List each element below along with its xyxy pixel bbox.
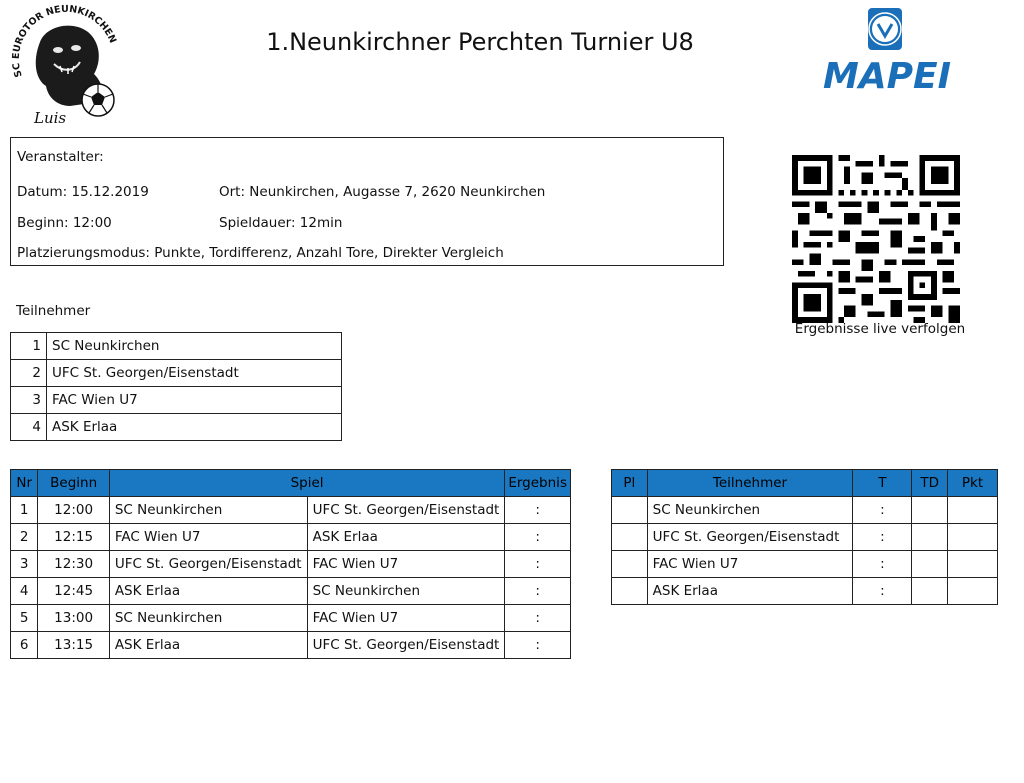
match-nr: 1 bbox=[11, 497, 38, 524]
home-team: SC Neunkirchen bbox=[109, 497, 307, 524]
standing-team: FAC Wien U7 bbox=[647, 551, 853, 578]
standings-table bbox=[611, 469, 998, 605]
schedule-row bbox=[11, 578, 571, 605]
standing-goals: : bbox=[853, 551, 912, 578]
away-team: ASK Erlaa bbox=[307, 524, 505, 551]
match-result: : bbox=[505, 497, 571, 524]
away-team: UFC St. Georgen/Eisenstadt bbox=[307, 632, 505, 659]
home-team: SC Neunkirchen bbox=[109, 605, 307, 632]
schedule-row bbox=[11, 524, 571, 551]
col-points-header: Pkt bbox=[948, 470, 998, 497]
standing-points bbox=[948, 551, 998, 578]
col-goals-header: T bbox=[853, 470, 912, 497]
schedule-header-row bbox=[11, 470, 571, 497]
standing-team: UFC St. Georgen/Eisenstadt bbox=[647, 524, 853, 551]
duration-field: Spieldauer: 12min bbox=[219, 215, 343, 231]
schedule-table bbox=[10, 469, 571, 659]
schedule-row bbox=[11, 605, 571, 632]
standing-place bbox=[612, 578, 648, 605]
col-game-header: Spiel bbox=[109, 470, 505, 497]
participant-name: SC Neunkirchen bbox=[47, 333, 342, 360]
participant-row bbox=[11, 333, 342, 360]
standing-team: SC Neunkirchen bbox=[647, 497, 853, 524]
participants-table bbox=[10, 332, 342, 441]
match-nr: 6 bbox=[11, 632, 38, 659]
match-result: : bbox=[505, 632, 571, 659]
participant-name: ASK Erlaa bbox=[47, 414, 342, 441]
standing-goal-diff bbox=[912, 578, 948, 605]
away-team: FAC Wien U7 bbox=[307, 605, 505, 632]
away-team: SC Neunkirchen bbox=[307, 578, 505, 605]
standings-row bbox=[612, 578, 998, 605]
schedule-row bbox=[11, 632, 571, 659]
col-goal-diff-header: TD bbox=[912, 470, 948, 497]
col-result-header: Ergebnis bbox=[505, 470, 571, 497]
participant-row bbox=[11, 387, 342, 414]
participant-row bbox=[11, 360, 342, 387]
standings-header-row bbox=[612, 470, 998, 497]
standing-place bbox=[612, 497, 648, 524]
col-nr-header: Nr bbox=[11, 470, 38, 497]
participant-number: 3 bbox=[11, 387, 47, 414]
home-team: ASK Erlaa bbox=[109, 632, 307, 659]
date-field: Datum: 15.12.2019 bbox=[17, 184, 149, 200]
club-logo-arc-text: SC EUROTOR NEUNKIRCHEN bbox=[10, 3, 119, 79]
col-place-header: Pl bbox=[612, 470, 648, 497]
standing-points bbox=[948, 524, 998, 551]
standing-goals: : bbox=[853, 524, 912, 551]
match-time: 13:00 bbox=[38, 605, 109, 632]
club-logo bbox=[10, 2, 120, 128]
match-result: : bbox=[505, 524, 571, 551]
away-team: UFC St. Georgen/Eisenstadt bbox=[307, 497, 505, 524]
match-time: 13:15 bbox=[38, 632, 109, 659]
organizer-label: Veranstalter: bbox=[17, 149, 104, 165]
standing-team: ASK Erlaa bbox=[647, 578, 853, 605]
schedule-row bbox=[11, 551, 571, 578]
match-time: 12:45 bbox=[38, 578, 109, 605]
match-time: 12:15 bbox=[38, 524, 109, 551]
match-nr: 5 bbox=[11, 605, 38, 632]
participant-number: 1 bbox=[11, 333, 47, 360]
match-nr: 4 bbox=[11, 578, 38, 605]
match-result: : bbox=[505, 551, 571, 578]
match-result: : bbox=[505, 578, 571, 605]
participant-name: UFC St. Georgen/Eisenstadt bbox=[47, 360, 342, 387]
standing-goal-diff bbox=[912, 524, 948, 551]
match-time: 12:00 bbox=[38, 497, 109, 524]
standing-goal-diff bbox=[912, 497, 948, 524]
participant-number: 2 bbox=[11, 360, 47, 387]
standing-goal-diff bbox=[912, 551, 948, 578]
standing-points bbox=[948, 578, 998, 605]
match-nr: 3 bbox=[11, 551, 38, 578]
ranking-mode-field: Platzierungsmodus: Punkte, Tordifferenz, Anzahl Tore, Direkter Vergleich bbox=[17, 245, 504, 261]
home-team: UFC St. Georgen/Eisenstadt bbox=[109, 551, 307, 578]
standing-points bbox=[948, 497, 998, 524]
match-time: 12:30 bbox=[38, 551, 109, 578]
location-field: Ort: Neunkirchen, Augasse 7, 2620 Neunkirchen bbox=[219, 184, 546, 200]
info-box bbox=[10, 137, 724, 266]
standing-place bbox=[612, 551, 648, 578]
col-team-header: Teilnehmer bbox=[647, 470, 853, 497]
home-team: FAC Wien U7 bbox=[109, 524, 307, 551]
standing-goals: : bbox=[853, 578, 912, 605]
sponsor-logo bbox=[822, 6, 952, 98]
participants-heading: Teilnehmer bbox=[16, 303, 91, 319]
away-team: FAC Wien U7 bbox=[307, 551, 505, 578]
standing-goals: : bbox=[853, 497, 912, 524]
start-field: Beginn: 12:00 bbox=[17, 215, 112, 231]
col-start-header: Beginn bbox=[38, 470, 109, 497]
page-title: 1.Neunkirchner Perchten Turnier U8 bbox=[266, 28, 694, 56]
qr-code[interactable] bbox=[792, 155, 960, 323]
match-nr: 2 bbox=[11, 524, 38, 551]
standings-row bbox=[612, 497, 998, 524]
participant-row bbox=[11, 414, 342, 441]
participant-number: 4 bbox=[11, 414, 47, 441]
home-team: ASK Erlaa bbox=[109, 578, 307, 605]
match-result: : bbox=[505, 605, 571, 632]
club-logo-signature: Luis bbox=[34, 109, 67, 127]
standings-row bbox=[612, 524, 998, 551]
participant-name: FAC Wien U7 bbox=[47, 387, 342, 414]
standings-row bbox=[612, 551, 998, 578]
standing-place bbox=[612, 524, 648, 551]
qr-caption: Ergebnisse live verfolgen bbox=[794, 321, 966, 337]
schedule-row bbox=[11, 497, 571, 524]
sponsor-logo-wordmark: MAPEI bbox=[822, 56, 952, 97]
